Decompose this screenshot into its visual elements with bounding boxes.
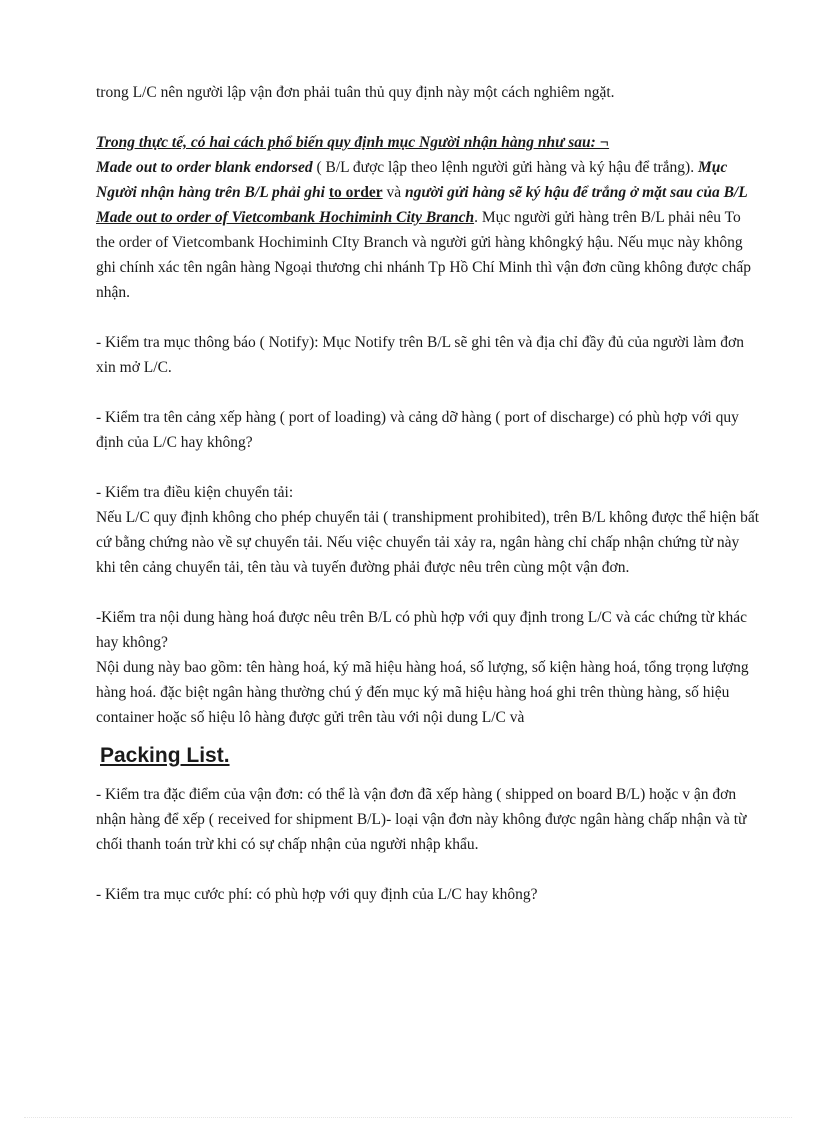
paragraph-goods-check: -Kiểm tra nội dung hàng hoá được nêu trên B/L có phù hợp với quy định trong L/C và các chứng từ khác hay không? — [96, 609, 747, 651]
paragraph-ports: - Kiểm tra tên cảng xếp hàng ( port of loading) và cảng dỡ hàng ( port of discharge) có phù hợp với quy định của L/C hay không? — [96, 409, 739, 451]
text-fragment: . Mục người gửi hàng trên B/L phải nêu To the order of Vietcombank Hochiminh CIty Branch và người gửi hàng khôngký hậu. Nếu mục này không ghi chính xác tên ngân hàng Ngoại thương chi nhánh Tp Hồ Chí Minh thì vận đơn cũng không được chấp nhận. — [96, 209, 751, 301]
paragraph-intro: trong L/C nên người lập vận đơn phải tuân thủ quy định này một cách nghiêm ngặt. — [96, 84, 615, 101]
paragraph-transhipment: Nếu L/C quy định không cho phép chuyển tải ( transhipment prohibited), trên B/L không được thể hiện bất cứ bằng chứng nào về sự chuyển tải. Nếu việc chuyển tải xảy ra, ngân hàng chỉ chấp nhận chứng từ này khi tên cảng chuyển tải, tên tàu và tuyến đường phải được nêu trên cùng một vận đơn. — [96, 509, 760, 576]
spacer — [96, 580, 760, 605]
emphasis-consignee: Mục Người nhận hàng trên B/L phải ghi — [96, 159, 728, 201]
paragraph-notify: - Kiểm tra mục thông báo ( Notify): Mục Notify trên B/L sẽ ghi tên và địa chỉ đầy đủ của người làm đơn xin mở L/C. — [96, 334, 744, 376]
paragraph-goods-content: Nội dung này bao gồm: tên hàng hoá, ký mã hiệu hàng hoá, số lượng, số kiện hàng hoá, tổng trọng lượng hàng hoá. đặc biệt ngân hàng thường chú ý đến mục ký mã hiệu hàng hoá ghi trên thùng hàng, số hiệu container hoặc số hiệu lô hàng được gửi trên tàu với nội dung L/C và — [96, 659, 749, 726]
paragraph-freight: - Kiểm tra mục cước phí: có phù hợp với quy định của L/C hay không? — [96, 886, 538, 903]
spacer — [96, 305, 760, 330]
consignee-heading: Trong thực tế, có hai cách phổ biến quy định mục Người nhận hàng như sau: ¬ — [96, 134, 610, 151]
spacer — [96, 380, 760, 405]
document-page — [96, 80, 760, 907]
page-bottom-rule — [24, 1117, 792, 1118]
emphasis-endorse: người gửi hàng sẽ ký hậu để trắng ở mặt sau của B/L — [405, 184, 748, 201]
paragraph-bl-type: - Kiểm tra đặc điểm của vận đơn: có thể là vận đơn đã xếp hàng ( shipped on board B/L) hoặc v ận đơn nhận hàng để xếp ( received for shipment B/L)- loại vận đơn này không được ngân hàng chấp nhận và từ chối thanh toán trừ khi có sự chấp nhận của người nhập khẩu. — [96, 786, 747, 853]
section-heading-packing-list: Packing List. — [100, 744, 230, 767]
paragraph-consignee — [96, 130, 760, 305]
spacer — [96, 105, 760, 130]
paragraph-transhipment-title: - Kiểm tra điều kiện chuyển tải: — [96, 484, 294, 501]
spacer — [96, 455, 760, 480]
term-made-out-blank: Made out to order blank endorsed — [96, 159, 313, 176]
text-fragment: và — [382, 184, 405, 201]
term-to-order: to order — [328, 184, 383, 201]
spacer — [96, 857, 760, 882]
text-fragment: ( B/L được lập theo lệnh người gửi hàng và ký hậu để trắng). — [312, 159, 698, 176]
term-made-out-vietcombank: Made out to order of Vietcombank Hochiminh City Branch — [96, 209, 475, 226]
